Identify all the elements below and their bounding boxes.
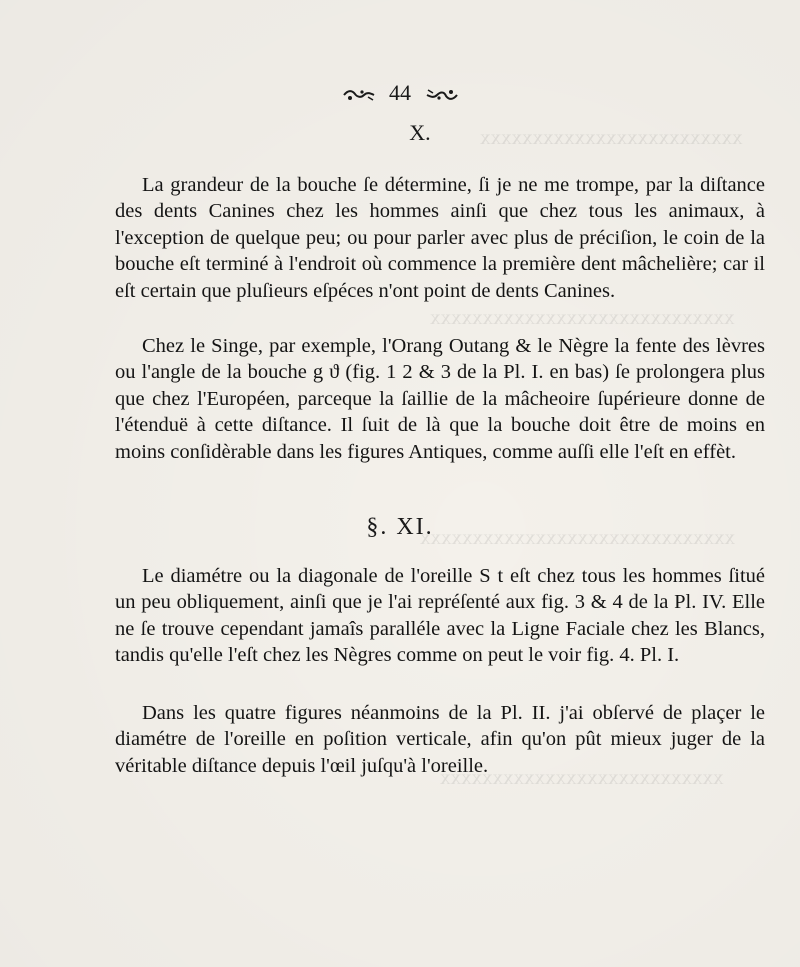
bleed-through-texture: xxxxxxxxxxxxxxxxxxxxxxxxxxxxx xyxy=(430,305,735,329)
paragraph-ear-position: Dans les quatre figures néanmoins de la Pl. II. j'ai obſervé de plaçer le diamétre de l'oreille en poſition verticale, afin qu'on pût mieux juger de la véritable diſtance depuis l'œil juſqu'à l'oreille. xyxy=(115,702,765,777)
bleed-through-texture: xxxxxxxxxxxxxxxxxxxxxxxxx xyxy=(480,125,743,149)
fleuron-right-icon xyxy=(425,88,459,102)
page-header xyxy=(0,80,800,106)
bleed-through-texture: xxxxxxxxxxxxxxxxxxxxxxxxxxx xyxy=(440,765,724,789)
bleed-through-texture: xxxxxxxxxxxxxxxxxxxxxxxxxxxxxx xyxy=(420,525,735,549)
page-number: 44 xyxy=(389,80,411,105)
paragraph-monkey-comparison: Chez le Singe, par exemple, l'Orang Outang & le Nègre la fente des lèvres ou l'angle de la bouche g ϑ (fig. 1 2 & 3 de la Pl. I. en bas) ſe prolongera plus que chez l'Européen, parceque la ſaillie de la mâcheoire ſupérieure donne de l'étenduë à cette diſtance. Il ſuit de là que la bouche doit être de moins en moins conſidèrable dans les figures Antiques, comme auſſi elle l'eſt en effèt. xyxy=(115,335,765,463)
section-heading-x: X. xyxy=(409,120,431,145)
paragraph-ear-diameter: Le diamétre ou la diagonale de l'oreille S t eſt chez tous les hommes ſitué un peu obliquement, ainſi que je l'ai repréſenté aux fig. 3 & 4 de la Pl. IV. Elle ne ſe trouve cependant jamaîs paralléle avec la Ligne Faciale chez les Blancs, tandis qu'elle l'eſt chez les Nègres comme on peut le voir fig. 4. Pl. I. xyxy=(115,565,765,667)
paragraph-mouth-size: La grandeur de la bouche ſe détermine, ſi je ne me trompe, par la diſtance des dents Canines chez les hommes ainſi que chez tous les animaux, à l'exception de quelque peu; ou pour parler avec plus de préciſion, le coin de la bouche eſt terminé à l'endroit où commence la première dent mâchelière; car il eſt certain que pluſieurs eſpéces n'ont point de dents Canines. xyxy=(115,174,765,302)
fleuron-left-icon xyxy=(342,88,376,102)
section-heading-xi: §. XI. xyxy=(366,514,434,540)
